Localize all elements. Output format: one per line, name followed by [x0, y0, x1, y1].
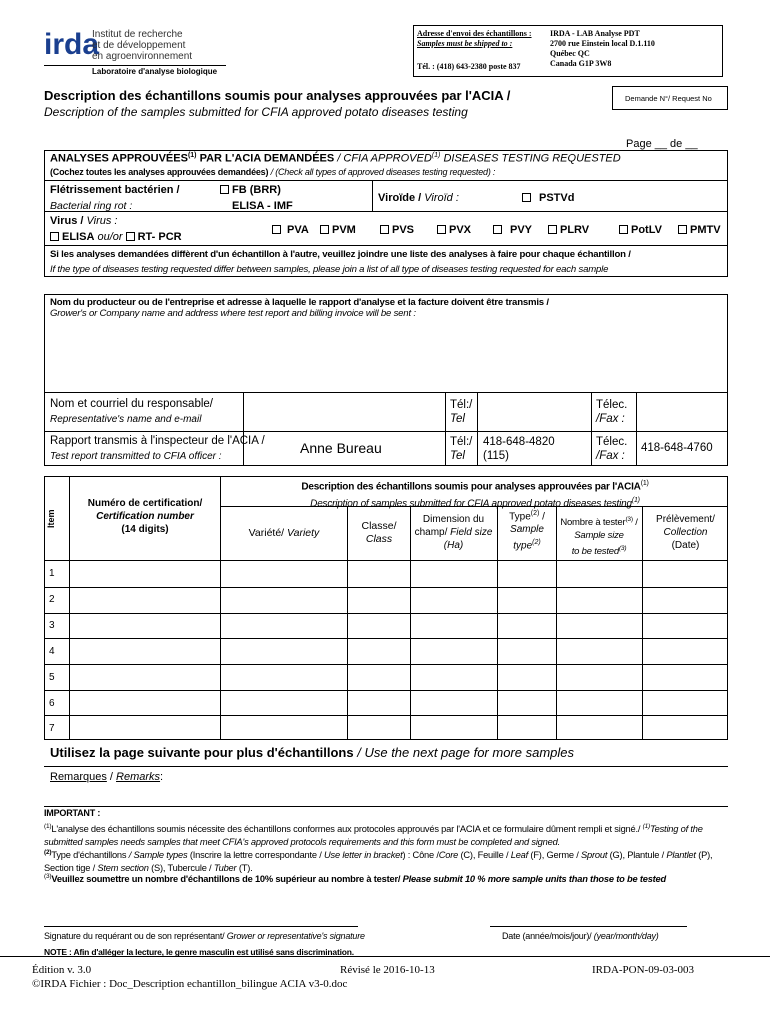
footer-edition: Édition v. 3.0 — [32, 964, 92, 976]
sample-type-header: Type$^{(2)}$ / Sample type$^{(2)}$ — [498, 507, 556, 553]
tel-label-fr: Tél:/ — [450, 436, 473, 448]
table-row-number: 3 — [49, 620, 55, 631]
signature-label — [44, 931, 365, 941]
inspector-label-fr: Rapport transmis à l'inspecteur de l'ACIA / — [50, 435, 265, 447]
footnote-ref: (3) — [625, 516, 633, 523]
next-page-note — [50, 745, 574, 760]
variety-header-en: Variety — [287, 527, 320, 539]
virus-option[interactable] — [493, 224, 532, 236]
footnote-ref: (2) — [532, 539, 541, 547]
pstvd-label: PSTVd — [539, 192, 575, 204]
fax-label — [596, 398, 627, 426]
table-row-divider — [44, 638, 728, 639]
footnote-ref: (3) — [618, 545, 627, 553]
inspector-tel-label — [450, 435, 472, 463]
divider — [44, 806, 728, 807]
remarks-label: Remarques / Remarks: — [50, 771, 164, 783]
fb-label: FB (BRR) — [232, 184, 281, 196]
analyses-heading — [50, 152, 621, 165]
check-note-en: / (Check all types of approved diseases testing requested) : — [270, 167, 496, 177]
variety-header — [222, 527, 346, 539]
pmtv-checkbox[interactable] — [678, 225, 687, 234]
footer-revised: Révisé le 2016-10-13 — [340, 964, 435, 976]
note2-q: (T). — [238, 863, 253, 874]
analyses-heading-en2: DISEASES TESTING REQUESTED — [443, 152, 621, 165]
important-title: IMPORTANT : — [44, 808, 101, 818]
request-number-box — [612, 86, 728, 110]
inspector-label-en: Test report transmitted to CFIA officer : — [50, 451, 222, 462]
virus-option-label: PVX — [449, 224, 472, 236]
elisa-checkbox[interactable] — [50, 232, 59, 241]
divider — [372, 180, 373, 211]
gender-note — [44, 947, 364, 956]
desc-header-en: Description of samples submitted for CFIA approved potato diseases testing — [310, 498, 632, 510]
ou-or-label: ou/or — [97, 231, 123, 243]
virus-label-fr: Virus / — [50, 215, 84, 227]
collection-header-date: (Date) — [671, 540, 700, 551]
table-row-number: 5 — [49, 672, 55, 683]
divider — [44, 180, 728, 181]
divider — [591, 392, 592, 466]
rtpcr-label: RT- PCR — [137, 231, 182, 243]
note2-p: Tuber — [213, 863, 237, 874]
tel-label — [450, 398, 472, 426]
tel-label-fr: Tél:/ — [450, 399, 473, 411]
note2-m: (P), Section tige / — [44, 850, 713, 874]
virus-option[interactable] — [548, 224, 589, 236]
gender-note-text: NOTE : Afin d'alléger la lecture, le genre masculin est utilisé sans discrimination. — [44, 947, 354, 957]
field-size-header-unit: (Ha) — [443, 540, 464, 551]
analyses-heading-en: / CFIA APPROVED — [337, 152, 432, 165]
note2-l: Plantlet — [666, 850, 696, 861]
fax-label-fr: Télec. — [596, 436, 628, 448]
field-size-header-en1: champ/ — [414, 527, 448, 538]
irda-logo-icon — [44, 24, 100, 61]
virus-option[interactable] — [437, 224, 471, 236]
divider — [220, 506, 728, 507]
virus-option[interactable] — [320, 224, 356, 236]
pvs-checkbox[interactable] — [380, 225, 389, 234]
fax-label-en: /Fax : — [596, 413, 625, 425]
page-title: Description des échantillons soumis pour analyses approuvées par l'ACIA / — [44, 88, 511, 103]
note3-fr: Veuillez soumettre un nombre d'échantillons de 10% supérieur au nombre à tester/ — [51, 874, 401, 885]
virus-method — [50, 231, 182, 243]
class-header — [348, 520, 410, 546]
fax-field[interactable] — [637, 393, 727, 431]
note2-h: Leaf — [510, 850, 529, 861]
note2-e: ) : Cône / — [402, 850, 439, 861]
note2-n: Stem section — [97, 863, 149, 874]
inspector-fax-label — [596, 435, 627, 463]
irda-logo — [44, 24, 100, 63]
signature-label-fr: Signature du requérant ou de son représentant/ — [44, 931, 225, 941]
next-page-note-en: / Use the next page for more samples — [357, 745, 575, 760]
virus-option[interactable] — [619, 224, 662, 236]
note2-c: (Inscrire la lettre correspondante / — [189, 850, 322, 861]
logo-letters: irda — [44, 28, 100, 61]
important-note-1 — [44, 820, 734, 849]
next-page-note-fr: Utilisez la page suivante pour plus d'échantillons — [50, 745, 354, 760]
plrv-checkbox[interactable] — [548, 225, 557, 234]
analyses-heading-mid: PAR L'ACIA DEMANDÉES — [199, 152, 335, 165]
sample-size-header: Nombre à tester$^{(3)}$ / Sample size to be tested$^{(3)}$ — [557, 513, 641, 558]
cert-header-digits: (14 digits) — [121, 524, 169, 535]
footnote-ref: (1) — [187, 152, 197, 159]
page-counter: Page __ de __ — [626, 138, 698, 150]
divider — [44, 245, 728, 246]
virus-option[interactable] — [380, 224, 414, 236]
virus-label-en: Virus : — [86, 215, 118, 227]
institute-line: Institut de recherche — [92, 29, 183, 40]
virus-option-label: PotLV — [631, 224, 662, 236]
tel-label-en: Tel — [450, 413, 465, 425]
cert-header — [70, 497, 220, 536]
divider — [220, 476, 221, 740]
note2-o: (S), Tubercule / — [151, 863, 212, 874]
shipping-label-fr: Adresse d'envoi des échantillons : — [417, 29, 532, 38]
tel-field[interactable] — [478, 393, 591, 431]
representative-label-fr: Nom et courriel du responsable/ — [50, 398, 213, 410]
request-number-label: Demande N°/ Request No — [625, 94, 712, 103]
cert-header-en: Certification number — [96, 511, 194, 522]
address-line: 2700 rue Einstein local D.1.110 — [550, 39, 655, 48]
institute-line: et de développement — [92, 40, 186, 51]
shipping-label-en: Samples must be shipped to : — [417, 39, 513, 48]
elisa-label: ELISA — [62, 231, 95, 243]
table-row-divider — [44, 715, 728, 716]
inspector-tel — [483, 435, 555, 463]
footer-rule — [0, 956, 770, 957]
divider — [44, 211, 728, 212]
virus-option-label: PVS — [392, 224, 415, 236]
note2-k: (G), Plantule / — [609, 850, 664, 861]
analyses-heading-fr: ANALYSES APPROUVÉES — [50, 152, 188, 165]
lab-name: Laboratoire d'analyse biologique — [92, 67, 218, 76]
logo-rule — [44, 65, 226, 66]
pva-checkbox[interactable] — [272, 225, 281, 234]
grower-label-fr: Nom du producteur ou de l'entreprise et adresse à laquelle le rapport d'analyse et la facture doivent être transmis / — [50, 297, 549, 308]
divider — [44, 766, 728, 767]
footnote-ref: (1) — [640, 480, 649, 487]
viroid-label-en: Viroïd : — [424, 192, 459, 204]
collection-header — [643, 513, 728, 552]
table-row-divider — [44, 690, 728, 691]
note2-d: Use letter in bracket — [324, 850, 403, 861]
inspector-tel-ext: (115) — [483, 450, 509, 462]
pstvd-option[interactable] — [522, 192, 574, 204]
date-line[interactable] — [490, 926, 687, 927]
sample-size-header-fr: Nombre à tester — [560, 517, 626, 529]
bacterial-label-fr: Flétrissement bactérien / — [50, 184, 180, 196]
table-row-number: 4 — [49, 646, 55, 657]
field-size-header — [411, 513, 496, 552]
variety-header-fr: Variété/ — [248, 527, 285, 539]
grower-address-field[interactable] — [45, 320, 727, 392]
institute-line: en agroenvironnement — [92, 51, 193, 62]
note2-b: / Sample types — [128, 850, 188, 861]
footnote-ref: (2) — [44, 849, 52, 856]
tel-label-en: Tel — [450, 450, 465, 462]
sample-size-header-en2: to be tested — [571, 546, 619, 558]
table-row-divider — [44, 613, 728, 614]
note1-fr: L'analyse des échantillons soumis nécessite des échantillons conformes aux protocoles approuvés par l'ACIA et ce formulaire dûment rempli et signé./ — [51, 824, 641, 835]
signature-label-en: Grower or representative's signature — [226, 931, 365, 941]
date-label — [502, 931, 659, 941]
sample-type-header-en2: type — [513, 540, 533, 552]
desc-header-fr: Description des échantillons soumis pour analyses approuvées par l'ACIA — [301, 481, 641, 493]
virus-option-label: PVA — [287, 224, 309, 236]
item-header: Item — [46, 509, 56, 528]
class-header-fr: Classe/ — [361, 520, 397, 532]
note2-f: Core — [438, 850, 459, 861]
representative-field[interactable] — [244, 393, 444, 431]
inspector-fax: 418-648-4760 — [641, 442, 713, 454]
shipping-address — [550, 29, 655, 69]
field-size-header-en2: Field size — [450, 527, 493, 538]
rtpcr-checkbox[interactable] — [126, 232, 135, 241]
sample-type-header-en1: Sample — [510, 524, 544, 536]
elisa-imf-label: ELISA - IMF — [232, 200, 293, 212]
note2-j: Sprout — [581, 850, 608, 861]
footnote-ref: (3) — [44, 873, 52, 880]
divider — [445, 392, 446, 466]
note2-i: (F), Germe / — [530, 850, 579, 861]
signature-line[interactable] — [44, 926, 358, 927]
potlv-checkbox[interactable] — [619, 225, 628, 234]
virus-option-label: PMTV — [690, 224, 721, 236]
virus-option[interactable] — [272, 224, 309, 236]
viroid-label-fr: Viroïde / — [378, 192, 422, 204]
pstvd-checkbox[interactable] — [522, 193, 531, 202]
note3-en: Please submit 10 % more sample units than those to be tested — [402, 874, 667, 885]
note1-en-a: Testing of — [650, 824, 688, 835]
diff-note-en: If the type of diseases testing requested differ between samples, please join a list of all type of diseases testing requested for each sample — [50, 264, 609, 275]
divider — [44, 560, 728, 561]
remarks-field[interactable] — [44, 786, 728, 806]
diff-note-fr: Si les analyses demandées diffèrent d'un échantillon à l'autre, veuillez joindre une liste des analyses à faire pour chaque échantillon / — [50, 249, 631, 260]
table-row-number: 7 — [49, 723, 55, 734]
footnote-ref: (1) — [44, 823, 52, 830]
virus-option-label: PVM — [332, 224, 356, 236]
shipping-tel: Tél. : (418) 643-2380 poste 837 — [417, 62, 521, 71]
note2-a: Type d'échantillons — [51, 850, 127, 861]
date-label-fr: Date (année/mois/jour)/ — [502, 931, 592, 941]
divider — [44, 431, 728, 432]
table-row-number: 1 — [49, 568, 55, 579]
pvm-checkbox[interactable] — [320, 225, 329, 234]
address-line: Québec QC — [550, 49, 590, 58]
table-row-number: 2 — [49, 594, 55, 605]
institute-name — [92, 29, 192, 62]
inspector-name: Anne Bureau — [300, 440, 382, 456]
address-line: IRDA - LAB Analyse PDT — [550, 29, 640, 38]
footnote-ref: (1) — [631, 497, 640, 505]
sample-type-header-fr: Type — [509, 511, 531, 523]
fax-label-en: /Fax : — [596, 450, 625, 462]
table-row-divider — [44, 664, 728, 665]
footnote-ref: (2) — [530, 510, 540, 517]
important-note-3 — [44, 873, 666, 884]
pvx-checkbox[interactable] — [437, 225, 446, 234]
address-line: Canada G1P 3W8 — [550, 59, 612, 68]
note1-en-b: the submitted samples needs samples that meet CFIA's approved protocols requirements and this form must be completed and signed. — [44, 824, 703, 848]
grower-label-en: Grower's or Company name and address where test report and billing invoice will be sent : — [50, 308, 416, 319]
sample-size-header-en1: Sample size — [574, 530, 624, 542]
collection-header-fr: Prélèvement/ — [656, 514, 715, 525]
virus-option-label: PVY — [510, 224, 533, 236]
note2-g: (C), Feuille / — [460, 850, 509, 861]
collection-header-en: Collection — [663, 527, 708, 538]
field-size-header-fr: Dimension du — [422, 514, 485, 525]
remarks-label-en: Remarks — [116, 771, 161, 783]
pvy-checkbox[interactable] — [493, 225, 502, 234]
fb-checkbox[interactable] — [220, 185, 229, 194]
fb-option[interactable] — [220, 184, 281, 196]
viroid-label — [378, 192, 459, 204]
fax-label-fr: Télec. — [596, 399, 628, 411]
important-note-2 — [44, 846, 734, 875]
check-note-fr: (Cochez toutes les analyses approuvées demandées) — [50, 167, 269, 177]
virus-label — [50, 215, 117, 227]
virus-option-label: PLRV — [560, 224, 590, 236]
date-label-en: (year/month/day) — [593, 931, 659, 941]
footer-file: ©IRDA Fichier : Doc_Description echantillon_bilingue ACIA v3-0.doc — [32, 978, 348, 990]
check-note — [50, 167, 495, 177]
footer-code: IRDA-PON-09-03-003 — [592, 964, 695, 976]
footnote-ref: (1) — [431, 152, 441, 159]
shipping-box — [413, 25, 723, 77]
class-header-en: Class — [365, 533, 393, 545]
footnote-ref: (1) — [642, 823, 651, 830]
page-subtitle: Description of the samples submitted for CFIA approved potato diseases testing — [44, 105, 468, 119]
bacterial-label-en-text: Bacterial ring rot : — [50, 200, 133, 212]
virus-option[interactable] — [678, 224, 721, 236]
inspector-tel-number: 418-648-4820 — [483, 436, 555, 448]
cert-header-fr: Numéro de certification/ — [87, 498, 203, 509]
remarks-label-fr: Remarques — [50, 771, 107, 783]
table-row-divider — [44, 587, 728, 588]
table-row-number: 6 — [49, 698, 55, 709]
representative-label-en: Representative's name and e-mail — [50, 414, 202, 425]
